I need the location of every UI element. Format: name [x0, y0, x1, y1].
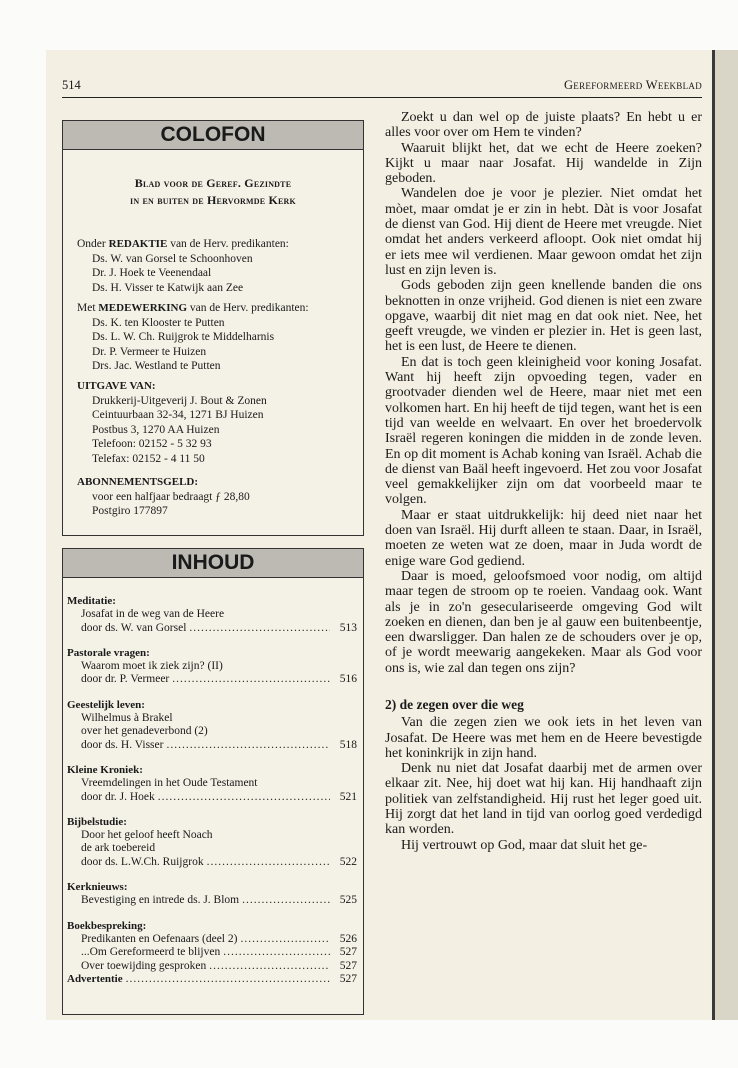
table-of-contents [67, 595, 357, 986]
toc-entry[interactable]: door dr. P. Vermeer ..... 516 [67, 673, 357, 686]
toc-section [67, 816, 357, 869]
header-rule [62, 97, 702, 98]
adjacent-page-edge [712, 50, 738, 1020]
abonnement-block [77, 475, 355, 519]
colofon-title: COLOFON [63, 121, 363, 150]
toc-section [67, 647, 357, 687]
colofon-subtitle-line: Blad voor de Geref. Gezindte [134, 176, 292, 190]
toc-line: Waarom moet ik ziek zijn? (II) [81, 660, 223, 673]
colofon-box [62, 120, 364, 536]
uitgave-line: Postbus 3, 1270 AA Huizen [92, 423, 220, 436]
toc-entry-advertentie[interactable]: Advertentie ..... 527 [67, 973, 357, 986]
toc-entry[interactable]: door ds. W. van Gorsel ..... 513 [67, 622, 357, 635]
colofon-subtitle-line: in en buiten de Hervormde Kerk [130, 193, 296, 207]
toc-entry[interactable]: door ds. L.W.Ch. Ruijgrok ..... 522 [67, 856, 357, 869]
toc-section-title: Boekbespreking: [67, 919, 147, 932]
toc-section [67, 881, 357, 908]
medewerking-member: Ds. K. ten Klooster te Putten [92, 316, 225, 329]
article-paragraph: Maar er staat uitdrukkelijk: hij deed niet naar het doen van Israël. Hij durft alleen te staan. Daar, in Israël, moeten ze weten wat ze doen, maar in Juda wordt de enige ware God gediend. [385, 507, 702, 569]
toc-section-title: Kerknieuws: [67, 881, 128, 894]
redactie-block [77, 237, 355, 295]
toc-line: Door het geloof heeft Noach [81, 829, 213, 842]
uitgave-line: Telefax: 02152 - 4 11 50 [92, 452, 205, 465]
article-paragraph: Van die zegen zien we ook iets in het leven van Josafat. De Heere was met hem en de Heere bevestigde het koninkrijk in zijn hand. [385, 715, 702, 761]
article-column [385, 110, 702, 853]
article-paragraph: Daar is moed, geloofsmoed voor nodig, om altijd maar tegen de stroom op te roeien. Vandaag ook. Want als je in zo'n geseculariseerde omgeving God wilt zoeken en dienen, dan ben je al gauw een buitenbeentje, een dwarsligger. Dan halen ze de schouders over je op, of je wordt meewarig aangekeken. Maar als God voor ons is, wie zal dan tegen ons zijn? [385, 568, 702, 676]
toc-entry[interactable]: Predikanten en Oefenaars (deel 2) ..... 526 [67, 933, 357, 946]
toc-line: Josafat in de weg van de Heere [81, 608, 225, 621]
medewerking-member: Dr. P. Vermeer te Huizen [92, 345, 207, 358]
toc-section-title: Bijbelstudie: [67, 815, 127, 828]
colofon-subtitle [63, 175, 363, 209]
article-paragraph: Gods geboden zijn geen knellende banden die ons beknotten in onze vrijheid. God dienen is niet een zware opgave, waarbij dit niet mag en dat ook niet. Nee, het geeft vreugde, we vinden er plezier in. Het is geen last, het is een lust, de Heere te dienen. [385, 278, 702, 355]
toc-section [67, 595, 357, 635]
toc-line: over het genadeverbond (2) [81, 725, 208, 738]
toc-line: Vreemdelingen in het Oude Testament [81, 777, 258, 790]
inhoud-box [62, 548, 364, 1015]
toc-section [67, 920, 357, 986]
article-subheading: 2) de zegen over die weg [385, 696, 524, 712]
uitgave-line: Telefoon: 02152 - 5 32 93 [92, 438, 212, 451]
running-head: Gereformeerd Weekblad [563, 78, 702, 92]
toc-section-title: Geestelijk leven: [67, 698, 145, 711]
page-number: 514 [62, 78, 81, 92]
redactie-member: Ds. H. Visser te Katwijk aan Zee [92, 281, 244, 294]
medewerking-member: Drs. Jac. Westland te Putten [92, 360, 221, 373]
toc-entry[interactable]: ...Om Gereformeerd te blijven ..... 527 [67, 946, 357, 959]
redactie-heading: Onder REDAKTIE van de Herv. predikanten: [77, 238, 289, 250]
toc-entry[interactable]: door dr. J. Hoek ..... 521 [67, 791, 357, 804]
article-paragraph: Wandelen doe je voor je plezier. Niet omdat het mòet, maar omdat je er zin in hebt. Dàt is voor Josafat de dienst van God. Hij dient de Heere met vreugde. Niet omdat het anders verkeerd afloopt. Ook niet omdat hij er iets mee wil verdienen. Maar gewoon omdat het zijn lust en zijn leven is. [385, 186, 702, 278]
toc-line: Wilhelmus à Brakel [81, 712, 173, 725]
medewerking-block [77, 301, 355, 374]
toc-section [67, 699, 357, 752]
inhoud-title: INHOUD [63, 549, 363, 578]
article-paragraph: Hij vertrouwt op God, maar dat sluit het ge- [401, 837, 648, 853]
uitgave-heading: UITGAVE VAN: [77, 380, 156, 392]
abonnement-line: voor een halfjaar bedraagt ƒ 28,80 [92, 490, 250, 503]
abonnement-line: Postgiro 177897 [92, 505, 168, 518]
toc-line: de ark toebereid [81, 842, 156, 855]
article-paragraph: Zoekt u dan wel op de juiste plaats? En hebt u er alles voor over om Hem te vinden? [385, 110, 702, 141]
redactie-member: Dr. J. Hoek te Veenendaal [92, 267, 212, 280]
binding-shadow [712, 50, 715, 1020]
uitgave-line: Drukkerij-Uitgeverij J. Bout & Zonen [92, 394, 267, 407]
toc-entry[interactable]: Over toewijding gesproken ..... 527 [67, 960, 357, 973]
toc-section-title: Meditatie: [67, 595, 116, 607]
article-paragraph: En dat is toch geen kleinigheid voor koning Josafat. Want hij heeft zijn opvoeding tegen, vader en grootvader dienden wel de Heere, maar niet met een volkomen hart. En hij heeft de tijd tegen, want het is een tijd van weelde en welvaart. En over het broedervolk Israël regeren koningen die midden in de zonde leven. En op dit moment is Achab koning van Israël. Achab die de dienst van Baäl heeft ingevoerd. Het zou voor Josafat veel gemakkelijker zijn om dat voorbeeld maar te volgen. [385, 354, 702, 508]
toc-entry[interactable]: Bevestiging en intrede ds. J. Blom ..... 525 [67, 894, 357, 907]
toc-section-title: Pastorale vragen: [67, 646, 150, 659]
toc-entry[interactable]: door ds. H. Visser ..... 518 [67, 739, 357, 752]
toc-section [67, 764, 357, 804]
redactie-member: Ds. W. van Gorsel te Schoonhoven [92, 252, 253, 265]
abonnement-heading: ABONNEMENTSGELD: [77, 476, 199, 488]
uitgave-line: Ceintuurbaan 32-34, 1271 BJ Huizen [92, 409, 264, 422]
medewerking-member: Ds. L. W. Ch. Ruijgrok te Middelharnis [92, 331, 275, 344]
medewerking-heading: Met MEDEWERKING van de Herv. predikanten: [77, 302, 309, 314]
toc-section-title: Kleine Kroniek: [67, 763, 143, 776]
article-paragraph: Denk nu niet dat Josafat daarbij met de armen over elkaar zit. Nee, hij doet wat hij kan. Hij handhaaft zijn politiek van zelfstandigheid. Hij rust het leger goed uit. Hij zorgt dat het land in tijd van oorlog goed verdedigd kan worden. [385, 761, 702, 838]
article-paragraph: Waaruit blijkt het, dat we echt de Heere zoeken? Kijkt u maar naar Josafat. Hij wandelde in Zijn geboden. [385, 140, 702, 187]
uitgave-block [77, 379, 355, 467]
